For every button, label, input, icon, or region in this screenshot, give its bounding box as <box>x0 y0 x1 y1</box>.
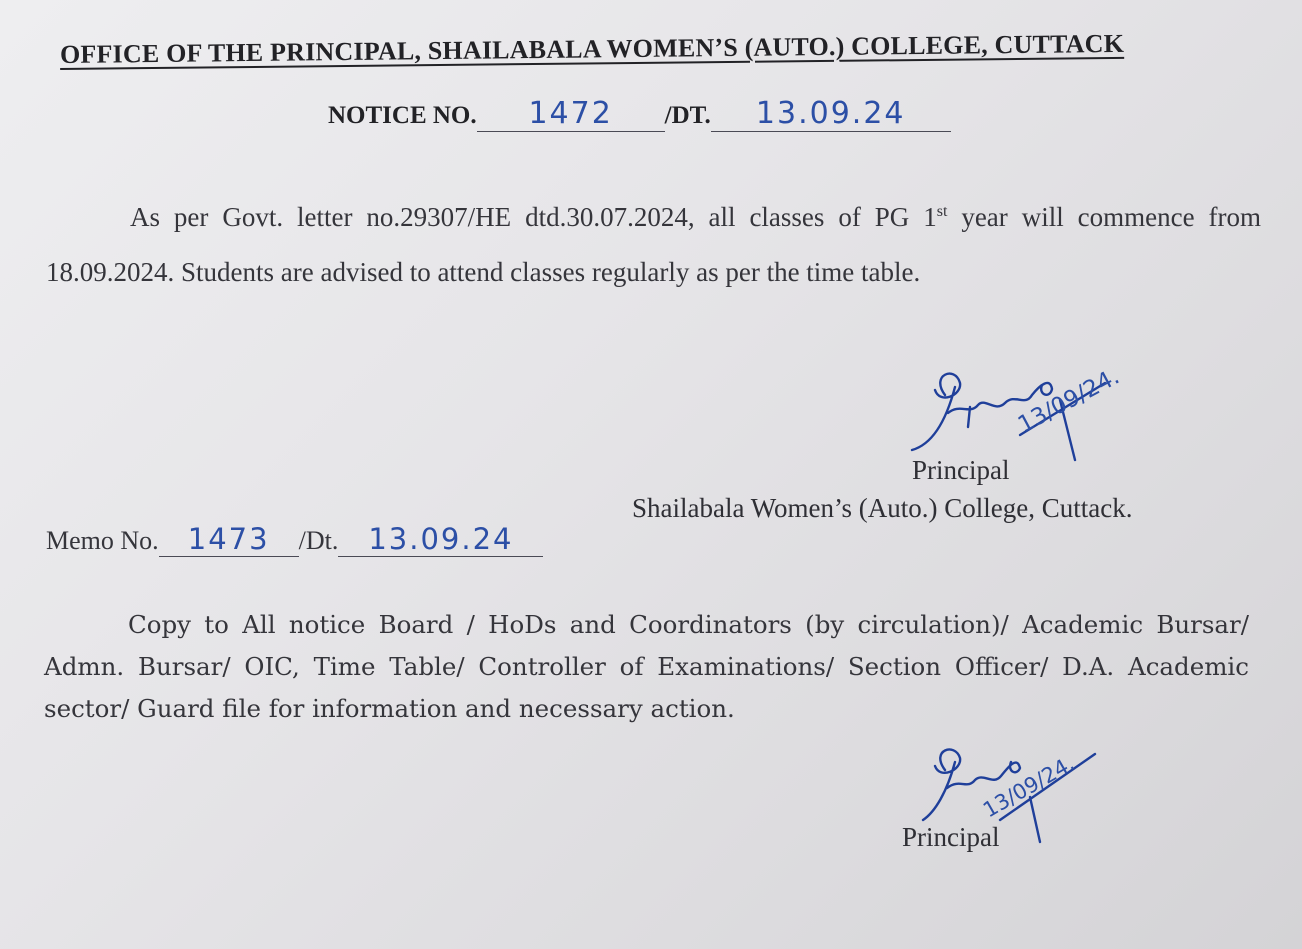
notice-date-handwritten: 13.09.24 <box>711 96 951 132</box>
memo-label: Memo No. <box>46 526 159 555</box>
memo-date-handwritten: 13.09.24 <box>338 522 543 557</box>
body-superscript: st <box>936 203 948 220</box>
signature-1-institution: Shailabala Women’s (Auto.) College, Cuttack. <box>632 493 1133 523</box>
memo-number-handwritten: 1473 <box>159 522 299 557</box>
copy-to-text: Copy to All notice Board / HoDs and Coordinators (by circulation)/ Academic Bursar/ Admn. Bursar/ OIC, Time Table/ Controller of Examinations/ Section Officer/ D.A. Academic sector/ Guard file for information and necessary action. <box>44 610 1249 723</box>
notice-number-line <box>328 96 951 132</box>
copy-to-paragraph <box>44 604 1249 730</box>
body-text-part1: As per Govt. letter no.29307/HE dtd.30.07.2024, all classes of PG 1 <box>130 202 937 232</box>
signature-1-designation: Principal <box>912 455 1010 485</box>
memo-date-label: /Dt. <box>298 526 339 555</box>
notice-date-label: /DT. <box>664 102 711 129</box>
notice-label: NOTICE NO. <box>328 102 477 129</box>
signature-1-date: 13/09/24. <box>1013 363 1124 439</box>
signature-2-designation: Principal <box>902 822 1000 852</box>
signature-2-date: 13/09/24. <box>979 751 1079 823</box>
notice-body <box>46 190 1261 300</box>
memo-number-line <box>46 522 543 557</box>
notice-number-handwritten: 1472 <box>477 96 665 132</box>
office-heading: OFFICE OF THE PRINCIPAL, SHAILABALA WOMEN’S (AUTO.) COLLEGE, CUTTACK <box>59 28 1125 69</box>
body-text-part2: year will commence from 18.09.2024. Students are advised to attend classes regularly as per the time table. <box>46 202 1261 287</box>
